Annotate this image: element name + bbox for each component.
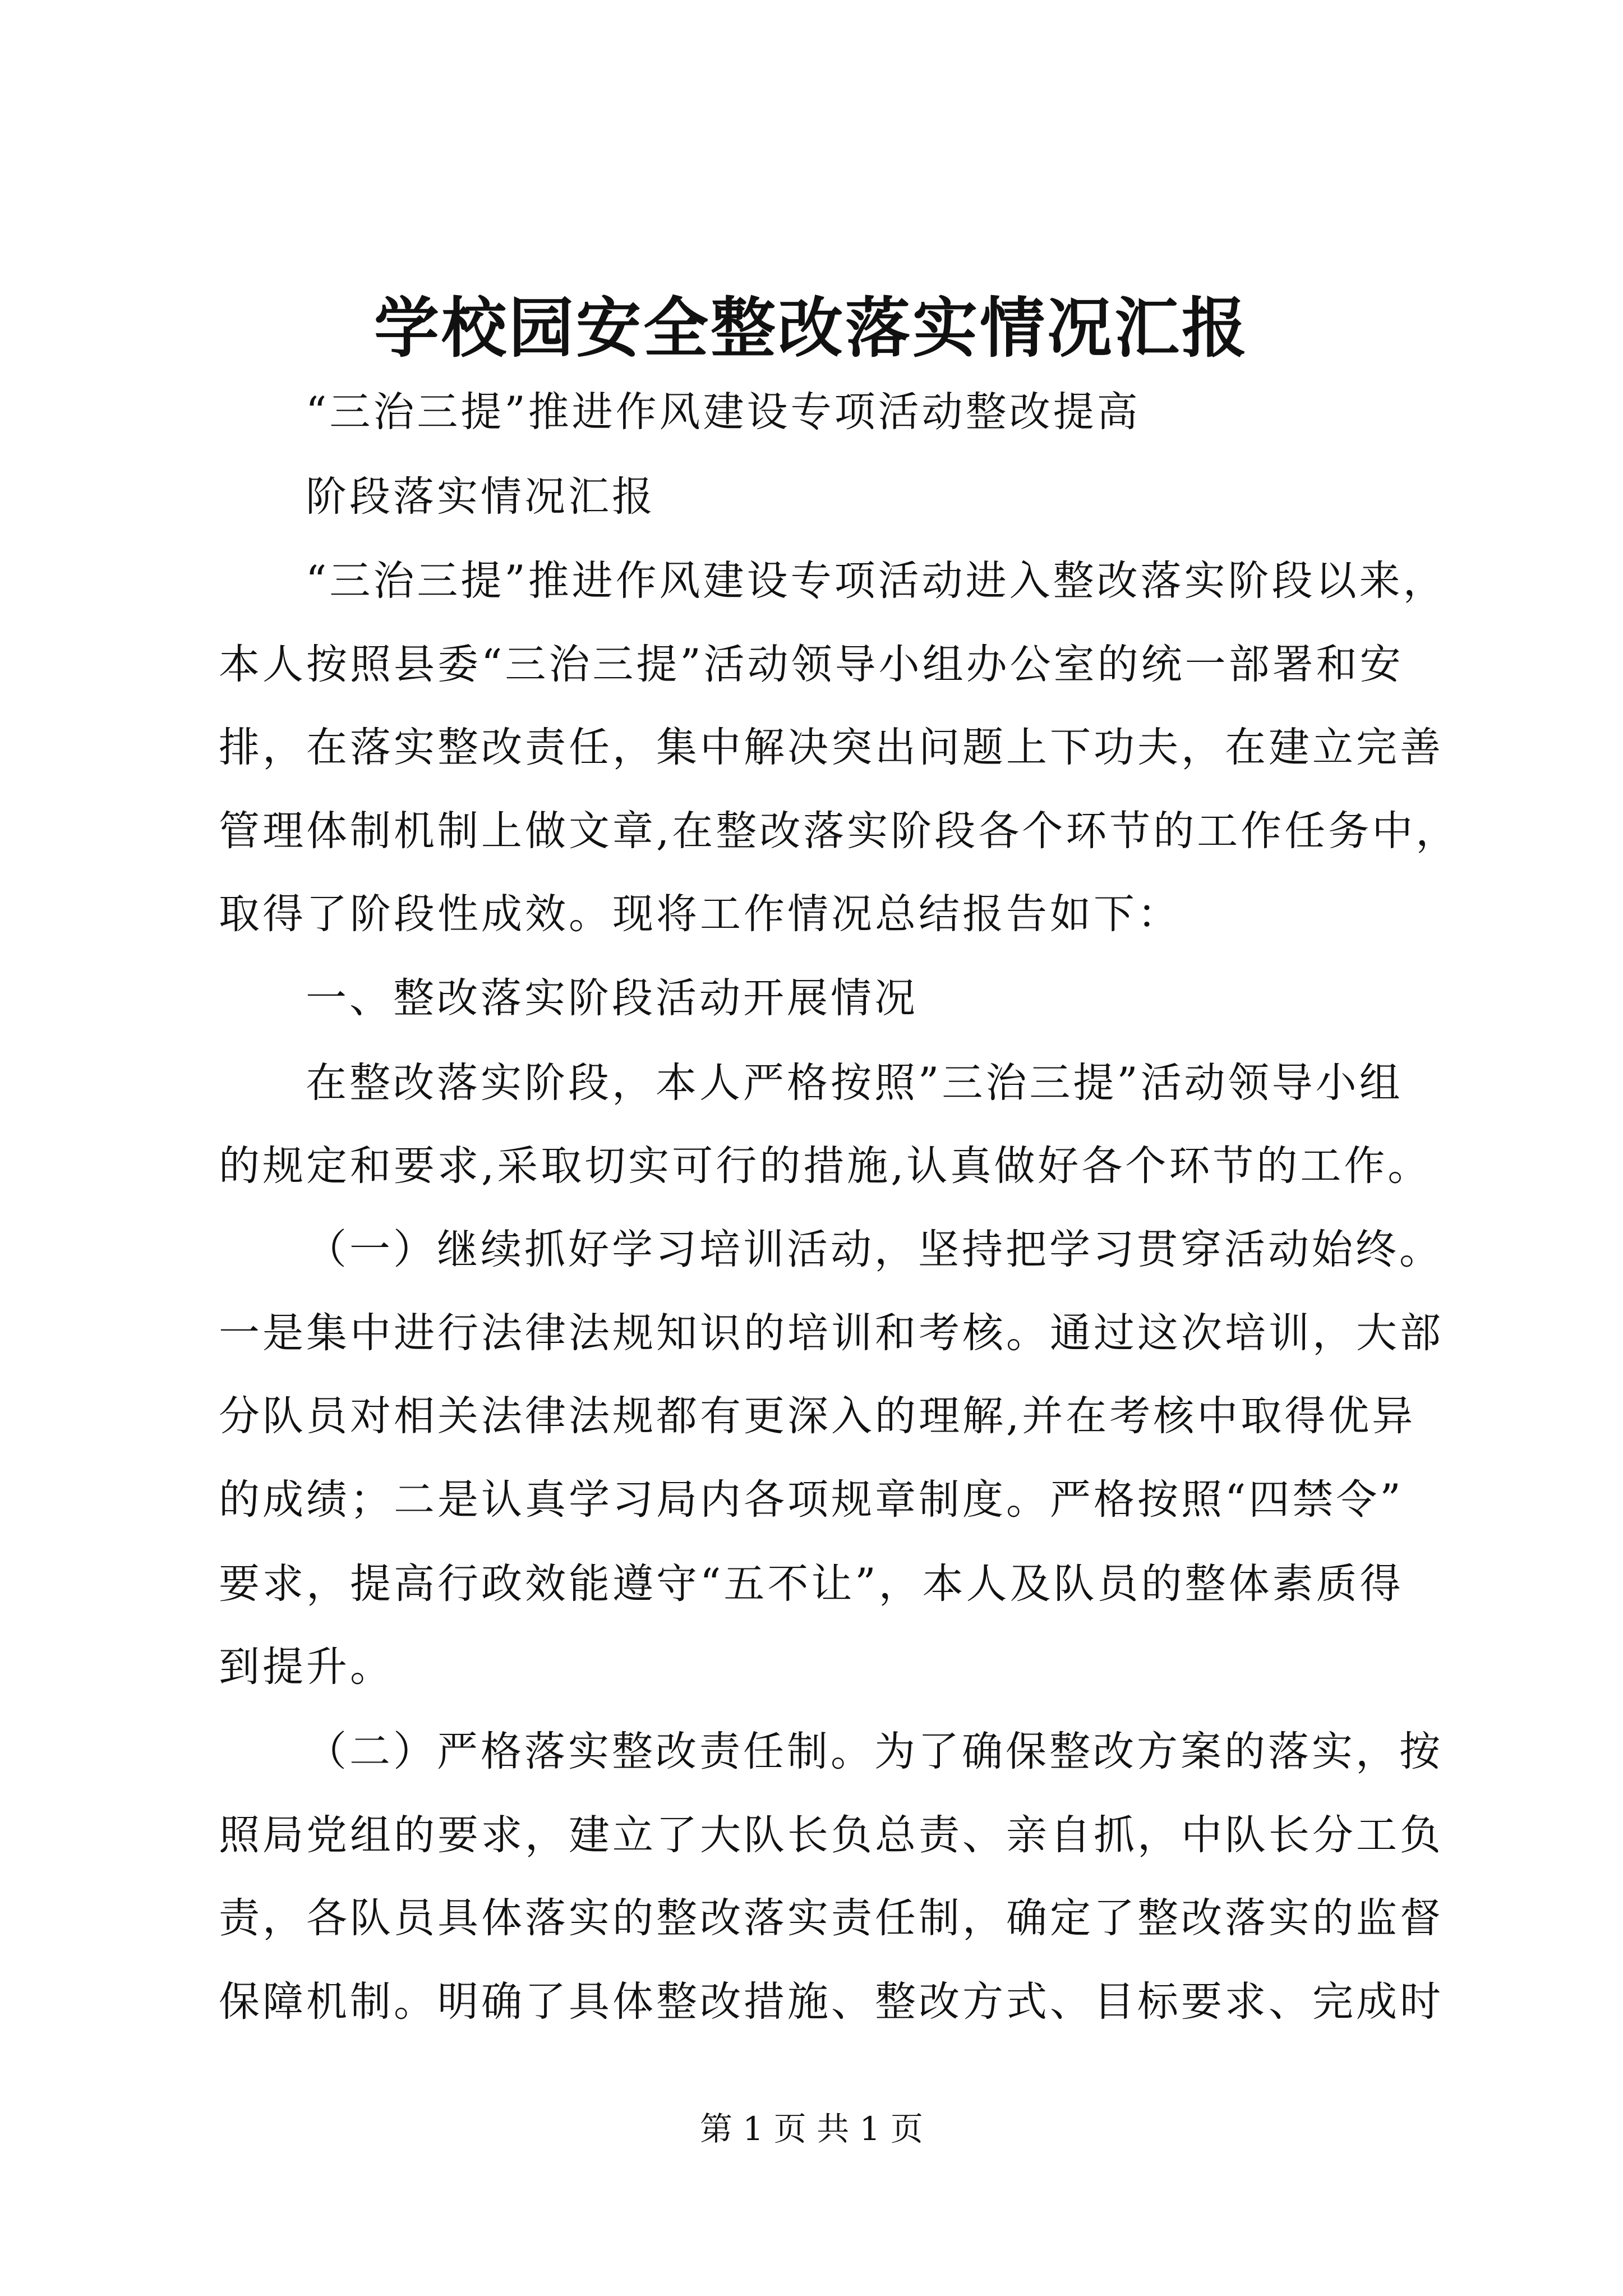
document-title: 学校园安全整改落实情况汇报: [374, 290, 1249, 366]
text-line: 一是集中进行法律法规知识的培训和考核。通过这次培训，大部: [219, 1309, 1444, 1357]
text-line: 责，各队员具体落实的整改落实责任制，确定了整改落实的监督: [219, 1894, 1444, 1942]
page-footer: 第 1 页 共 1 页: [700, 2110, 923, 2148]
text-line: 排，在落实整改责任，集中解决突出问题上下功夫，在建立完善: [219, 724, 1444, 771]
text-line: 要求，提高行政效能遵守“五不让”，本人及队员的整体素质得: [219, 1560, 1404, 1608]
text-line: 取得了阶段性成效。现将工作情况总结报告如下：: [219, 890, 1181, 938]
text-line: 在整改落实阶段，本人严格按照”三治三提”活动领导小组: [306, 1059, 1403, 1107]
text-line: 分队员对相关法律法规都有更深入的理解,并在考核中取得优异: [219, 1392, 1416, 1440]
section-heading: 一、整改落实阶段活动开展情况: [306, 974, 918, 1022]
text-line: （二）严格落实整改责任制。为了确保整改方案的落实，按: [306, 1728, 1443, 1775]
text-line: 本人按照县委“三治三提”活动领导小组办公室的统一部署和安: [219, 641, 1404, 688]
text-line: 的规定和要求,采取切实可行的措施,认真做好各个环节的工作。: [219, 1142, 1432, 1190]
text-line: 的成绩；二是认真学习局内各项规章制度。严格按照“四禁令”: [219, 1476, 1404, 1524]
text-line: 照局党组的要求，建立了大队长负总责、亲自抓，中队长分工负: [219, 1811, 1444, 1859]
text-line: 阶段落实情况汇报: [306, 473, 656, 521]
text-line: 保障机制。明确了具体整改措施、整改方式、目标要求、完成时: [219, 1978, 1444, 2026]
text-line: “三治三提”推进作风建设专项活动整改提高: [306, 388, 1141, 436]
text-line: 到提升。: [219, 1643, 394, 1691]
text-line: 管理体制机制上做文章,在整改落实阶段各个环节的工作任务中，: [219, 807, 1460, 855]
text-line: （一）继续抓好学习培训活动，坚持把学习贯穿活动始终。: [306, 1226, 1443, 1273]
text-line: “三治三提”推进作风建设专项活动进入整改落实阶段以来，: [306, 557, 1447, 605]
